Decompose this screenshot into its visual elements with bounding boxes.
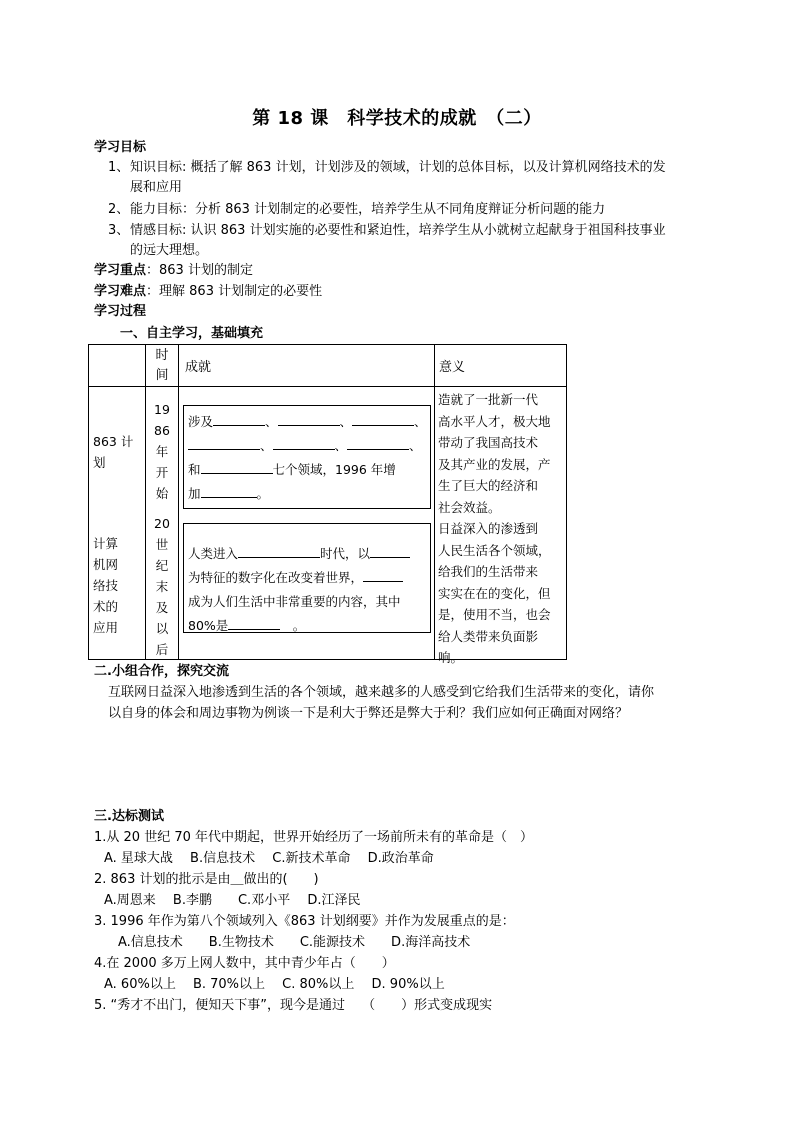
row2-achievement-box: 人类进入 时代，以 为特征的数字化在改变着世界， 成为人们生活中非常重要的内容，其中 80%是 。 <box>183 523 431 633</box>
section2-line2: 以自身的体会和周边事物为例谈一下是利大于弊还是弊大于利？我们应如何正确面对网络？ <box>108 706 629 721</box>
fill-blank[interactable] <box>201 483 257 498</box>
process-heading: 学习过程 <box>94 304 147 319</box>
fill-blank[interactable] <box>370 543 410 558</box>
objective-1-number: 1、 <box>108 160 130 175</box>
table-header-row <box>89 345 567 387</box>
question-2: 2. 863 计划的批示是由＿做出的( ) <box>94 872 319 887</box>
objective-3 <box>108 221 708 261</box>
row2-name-line2: 机网 <box>93 557 119 572</box>
question-1: 1.从 20 世纪 70 年代中期起，世界开始经历了一场前所未有的革命是（ ） <box>94 830 534 845</box>
difficulty-label: 学习难点 <box>94 284 147 299</box>
fill-blank[interactable] <box>201 459 273 474</box>
question-4: 4.在 2000 多万上网人数中，其中青少年占（ ） <box>94 956 395 971</box>
difficulty <box>94 283 322 301</box>
row1-name-line2: 划 <box>93 455 106 470</box>
row2-name-line4: 术的 <box>93 599 119 614</box>
meaning-cell: 造就了一批新一代 高水平人才，极大地 带动了我国高技术 及其产业的发展，产 生了巨大的经济和 社会效益。 日益深入的渗透到 人民生活各个领域， 给我们的生活带来 实实在在的变化，但 是，使用不当，也会 给人类带来负面影 响。 <box>435 387 567 660</box>
fill-blank[interactable] <box>273 435 335 450</box>
question-4-options: A. 60%以上 B. 70%以上 C. 80%以上 D. 90%以上 <box>104 977 445 992</box>
question-1-options: A. 星球大战 B.信息技术 C.新技术革命 D.政治革命 <box>104 851 434 866</box>
objective-2-number: 2、 <box>108 202 130 217</box>
section3-heading: 三.达标测试 <box>94 809 164 824</box>
objective-3-number: 3、 <box>108 223 130 238</box>
question-3-options: A.信息技术 B.生物技术 C.能源技术 D.海洋高技术 <box>118 935 471 950</box>
header-meaning-cell: 意义 <box>435 345 567 387</box>
row2-name-line3: 络技 <box>93 578 119 593</box>
page-title: 第 18 课 科学技术的成就 （二） <box>252 108 542 129</box>
time-cell: 19 86 年 开 始 20 世 纪 末 及 以 后 <box>146 387 179 660</box>
row2-name-line1: 计算 <box>93 536 119 551</box>
fill-blank[interactable] <box>347 435 409 450</box>
row1-achievement-box: 涉及 、 、 、 、 、 、 和 七个领域，1996 年增 加 。 <box>183 405 431 509</box>
objective-1 <box>108 158 708 198</box>
fill-blank[interactable] <box>188 435 260 450</box>
question-2-options: A.周恩来 B.李鹏 C.邓小平 D.江泽民 <box>104 893 361 908</box>
header-achievement-cell: 成就 <box>179 345 435 387</box>
row2-name-line5: 应用 <box>93 620 119 635</box>
table-row <box>89 387 567 660</box>
objective-1-line1: 知识目标: 概括了解 863 计划，计划涉及的领域，计划的总体目标，以及计算机网络技术的发 <box>130 160 666 175</box>
difficulty-text: ：理解 863 计划制定的必要性 <box>146 284 323 299</box>
section2-line1: 互联网日益深入地渗透到生活的各个领域，越来越多的人感受到它给我们生活带来的变化，请你 <box>108 685 655 700</box>
achievement-table <box>88 344 567 665</box>
fill-blank[interactable] <box>352 411 414 426</box>
objective-2-line1: 能力目标：分析 863 计划制定的必要性，培养学生从不同角度辩证分析问题的能力 <box>130 202 606 217</box>
key-point-text: ：863 计划的制定 <box>146 263 253 278</box>
achievement-cell <box>179 387 435 660</box>
header-name-cell <box>89 345 146 387</box>
objectives-heading: 学习目标 <box>94 140 147 155</box>
question-5: 5. “秀才不出门，便知天下事”，现今是通过 （ ）形式变成现实 <box>94 998 493 1013</box>
header-time-cell: 时 间 <box>146 345 179 387</box>
objective-3-line2: 的远大理想。 <box>130 243 209 258</box>
fill-blank[interactable] <box>278 411 340 426</box>
fill-blank[interactable] <box>363 567 403 582</box>
fill-blank[interactable] <box>228 615 280 630</box>
fill-blank[interactable] <box>213 411 265 426</box>
question-3: 3. 1996 年作为第八个领域列入《863 计划纲要》并作为发展重点的是： <box>94 914 515 929</box>
objective-3-line1: 情感目标: 认识 863 计划实施的必要性和紧迫性，培养学生从小就树立起献身于祖国科技事业 <box>130 223 666 238</box>
section1-heading: 一、自主学习，基础填充 <box>120 326 264 341</box>
fill-blank[interactable] <box>238 543 320 558</box>
key-point-label: 学习重点 <box>94 263 147 278</box>
section2-heading: 二.小组合作，探究交流 <box>94 664 229 679</box>
objective-2 <box>108 200 708 220</box>
objective-1-line2: 展和应用 <box>130 180 183 195</box>
row1-name-line1: 863 计 <box>93 434 134 449</box>
key-point <box>94 262 253 280</box>
name-cell <box>89 387 146 660</box>
